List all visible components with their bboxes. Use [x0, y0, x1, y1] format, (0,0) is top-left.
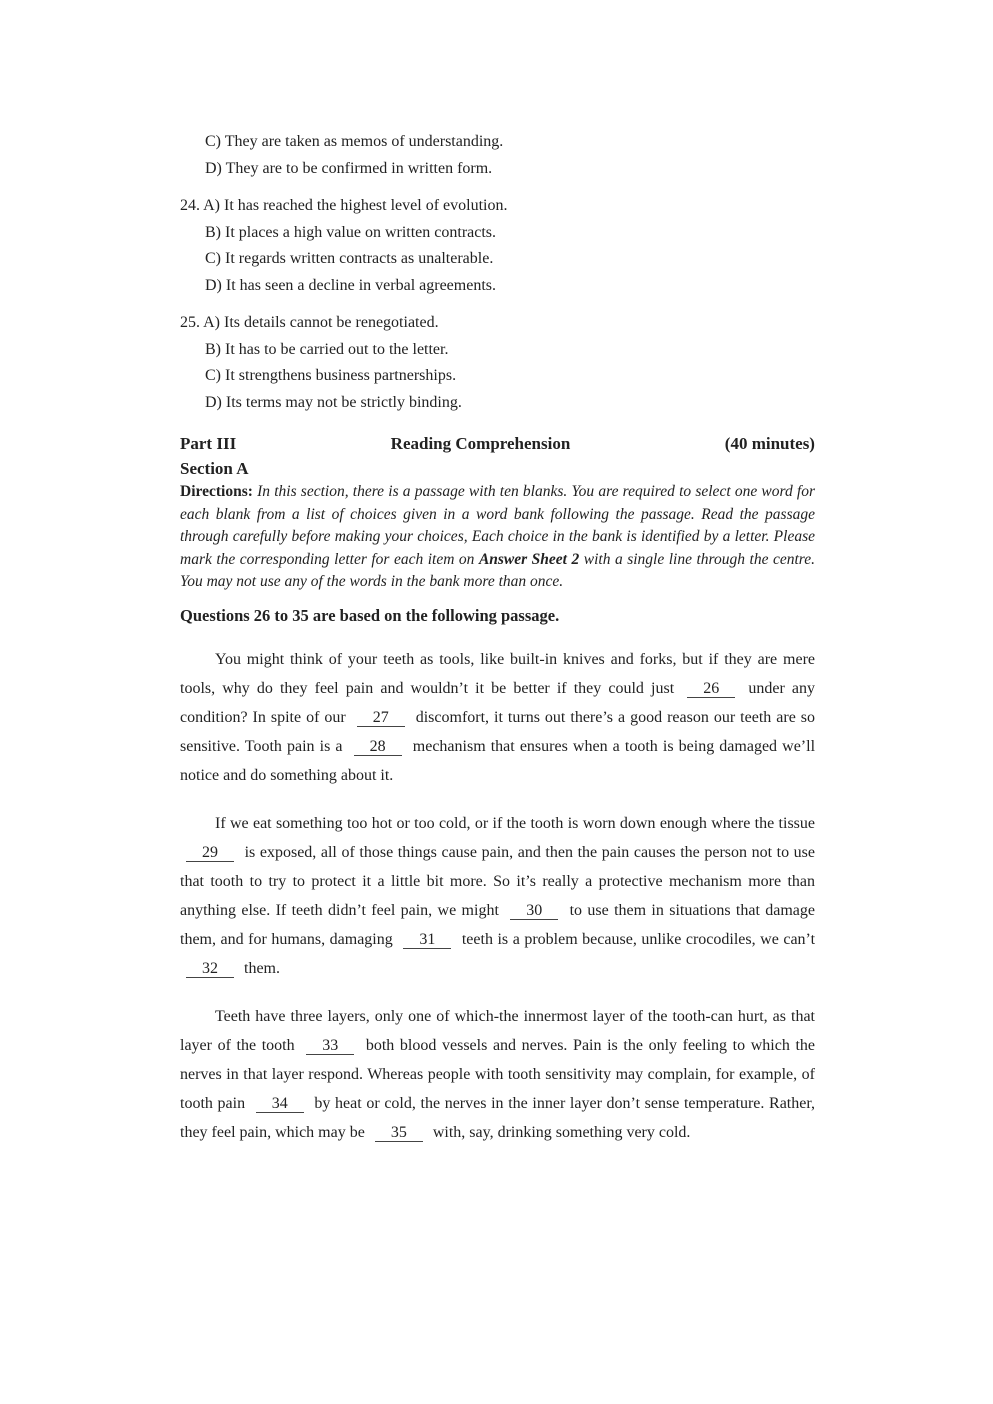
answer-sheet-ref: Answer Sheet 2	[478, 550, 580, 568]
blank-29: 29	[186, 844, 234, 862]
blank-33: 33	[306, 1037, 354, 1055]
option-b: B) It places a high value on written contracts.	[205, 223, 497, 241]
directions	[180, 481, 815, 594]
question-25	[180, 310, 815, 416]
section-title: Section A	[180, 459, 249, 478]
passage-text: teeth is a problem because, unlike crocodiles, we can’t	[461, 930, 816, 948]
blank-35: 35	[375, 1124, 423, 1142]
blank-27: 27	[357, 709, 405, 727]
option-c: C) They are taken as memos of understanding.	[205, 133, 504, 150]
part-time: (40 minutes)	[724, 434, 815, 453]
passage	[180, 645, 815, 1147]
blank-32: 32	[186, 960, 234, 978]
question-23-options	[180, 129, 815, 182]
passage-text: If we eat something too hot or too cold, or if the tooth is worn down enough where the tissue	[215, 814, 815, 832]
passage-text: discomfort, it turns out there’s a good reason our teeth are so sensitive. Tooth pain is a	[180, 708, 816, 755]
blank-34: 34	[256, 1095, 304, 1113]
directions-text-2: with a single line through the centre. You may not use any of the words in the bank more than once.	[180, 550, 815, 590]
passage-text: to use them in situations that damage them, and for humans, damaging	[180, 901, 816, 948]
question-24	[180, 193, 815, 299]
option-b: B) It has to be carried out to the letter.	[205, 340, 449, 358]
passage-text: You might think of your teeth as tools, like built-in knives and forks, but if they are mere tools, why do they feel pain and wouldn’t it be better if they could just	[180, 650, 815, 697]
passage-text: mechanism that ensures when a tooth is being damaged we’ll notice and do something about it.	[180, 737, 816, 784]
passage-paragraph	[180, 1002, 815, 1147]
blank-26: 26	[687, 680, 735, 698]
blank-31: 31	[403, 931, 451, 949]
option-d: D) They are to be confirmed in written form.	[205, 159, 493, 177]
option-a: 24. A) It has reached the highest level of evolution.	[180, 197, 508, 214]
passage-text: under any condition? In spite of our	[180, 679, 816, 726]
blank-28: 28	[354, 738, 402, 756]
directions-label: Directions:	[180, 483, 253, 500]
option-c: C) It regards written contracts as unalterable.	[205, 250, 494, 267]
part-header	[180, 431, 815, 457]
passage-text: with, say, drinking something very cold.	[432, 1123, 691, 1141]
passage-paragraph	[180, 645, 815, 790]
passage-text: both blood vessels and nerves. Pain is the only feeling to which the nerves in that layer respond. Whereas people with tooth sensitivity may complain, for example, of tooth pain	[180, 1036, 816, 1112]
option-d: D) It has seen a decline in verbal agreements.	[205, 276, 496, 294]
part-title: Reading Comprehension	[390, 434, 571, 453]
passage-text: Teeth have three layers, only one of which-the innermost layer of the tooth-can hurt, as that layer of the tooth	[180, 1007, 815, 1054]
blank-30: 30	[510, 902, 558, 920]
option-c: C) It strengthens business partnerships.	[205, 367, 457, 384]
questions-heading: Questions 26 to 35 are based on the following passage.	[180, 605, 560, 625]
option-d: D) Its terms may not be strictly binding.	[205, 393, 462, 411]
option-a: 25. A) Its details cannot be renegotiated.	[180, 314, 439, 331]
passage-text: them.	[244, 959, 280, 977]
part-label: Part III	[180, 434, 237, 453]
passage-paragraph	[180, 809, 815, 983]
exam-page	[180, 129, 815, 1147]
passage-text: is exposed, all of those things cause pain, and then the pain causes the person not to use that tooth to try to protect it a little bit more. So it’s really a protective mechanism more than anything else. If teeth didn’t feel pain, we might	[180, 843, 815, 919]
passage-text: by heat or cold, the nerves in the inner layer don’t sense temperature. Rather, they feel pain, which may be	[180, 1094, 816, 1141]
directions-text-1: In this section, there is a passage with ten blanks. You are required to select one word for each blank from a list of choices given in a word bank following the passage. Read the passage through carefully before making your choices, Each choice in the bank is identified by a letter. Please mark the corresponding letter for each item on	[180, 483, 815, 568]
